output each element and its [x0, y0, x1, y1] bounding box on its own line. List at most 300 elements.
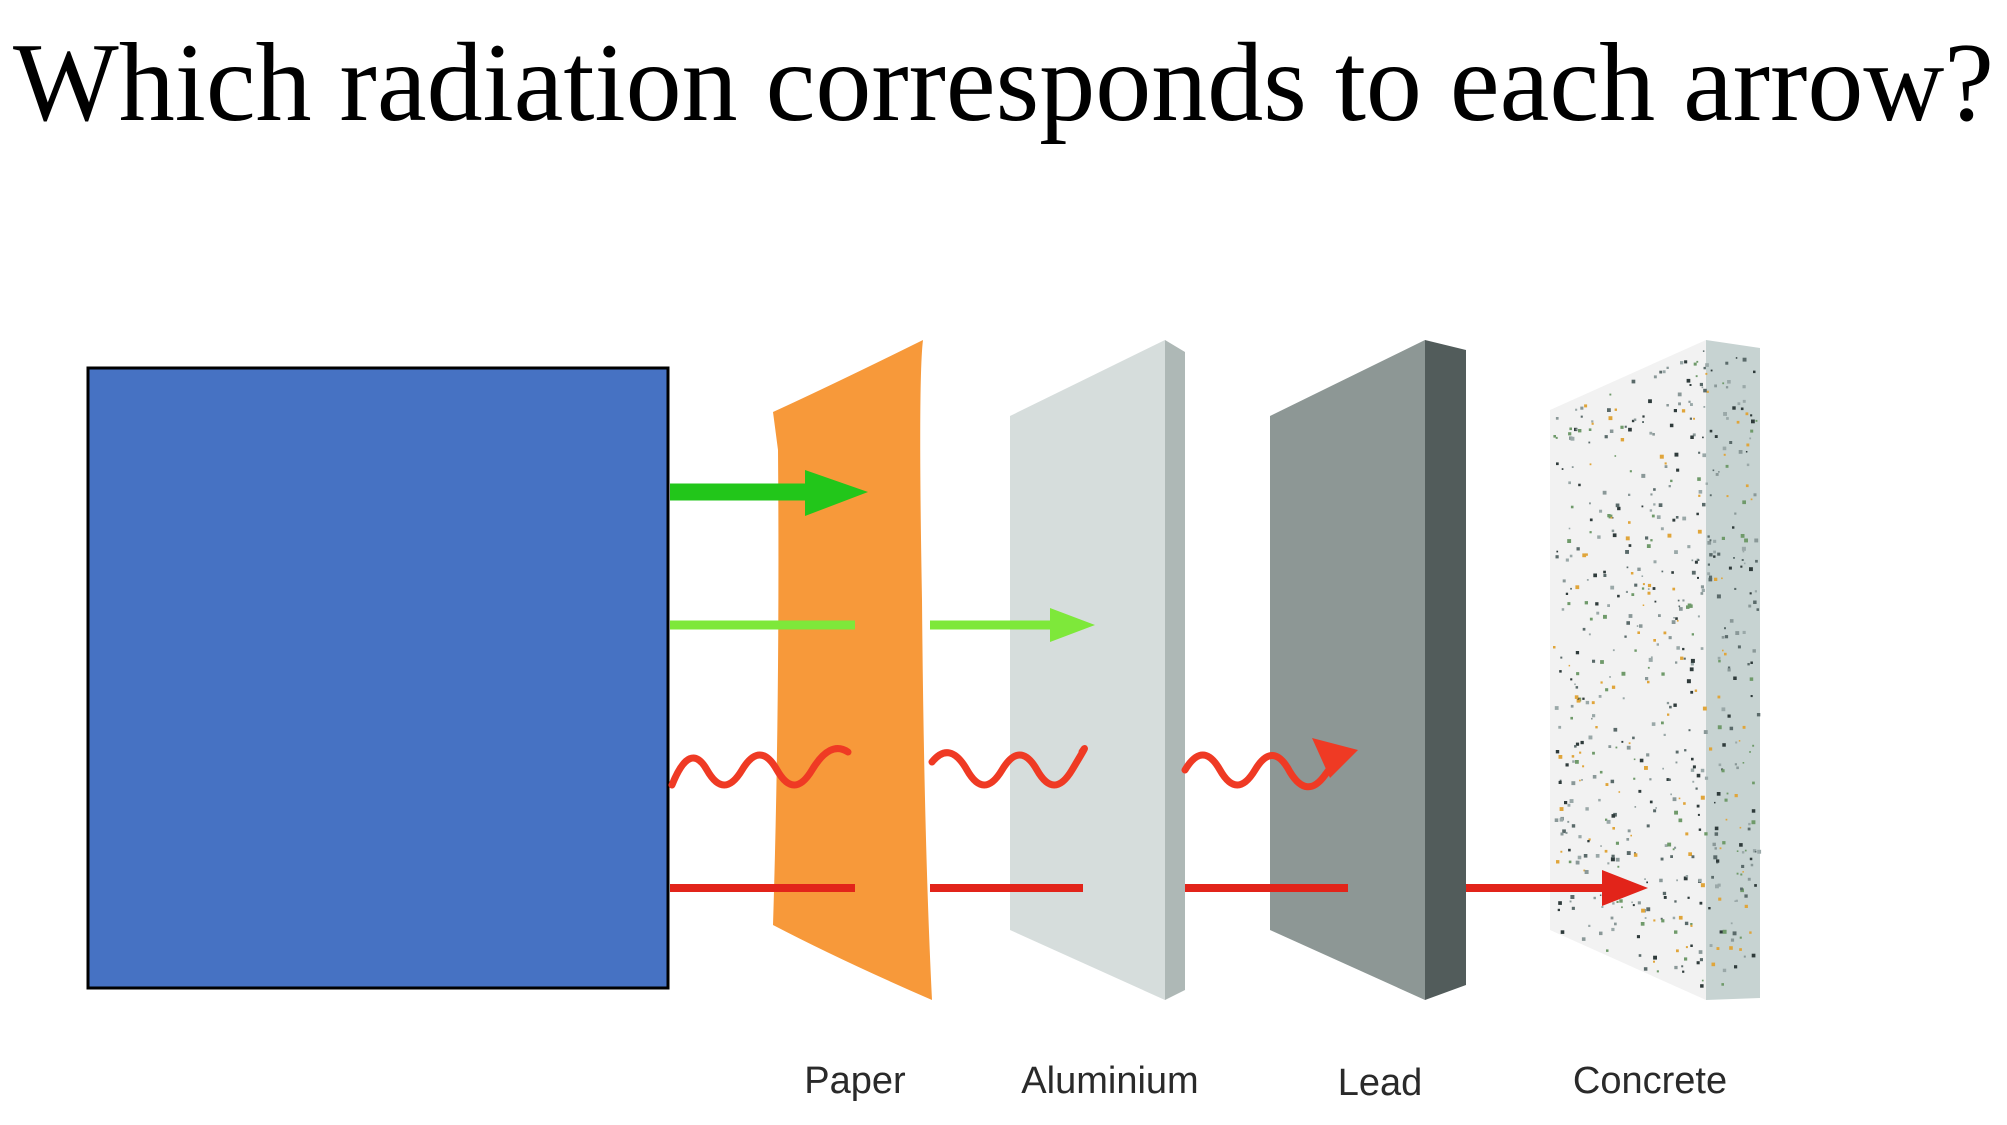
concrete-speckle: [1633, 904, 1635, 906]
concrete-speckle: [1605, 688, 1608, 691]
concrete-speckle: [1721, 983, 1724, 986]
concrete-speckle: [1731, 939, 1734, 942]
concrete-speckle: [1555, 706, 1559, 710]
concrete-speckle: [1612, 827, 1615, 830]
concrete-speckle: [1729, 441, 1732, 444]
concrete-speckle: [1735, 631, 1739, 635]
concrete-speckle: [1752, 954, 1756, 958]
concrete-speckle: [1699, 950, 1703, 954]
concrete-speckle: [1700, 383, 1703, 386]
concrete-speckle: [1749, 438, 1751, 440]
concrete-speckle: [1751, 695, 1753, 697]
concrete-speckle: [1562, 608, 1565, 611]
concrete-speckle: [1584, 404, 1587, 407]
concrete-speckle: [1724, 627, 1726, 629]
concrete-speckle: [1607, 408, 1611, 412]
concrete-speckle: [1650, 493, 1652, 495]
concrete-speckle: [1579, 752, 1581, 754]
concrete-speckle: [1570, 895, 1574, 899]
concrete-speckle: [1592, 701, 1595, 704]
concrete-speckle: [1673, 617, 1675, 619]
concrete-speckle: [1668, 534, 1672, 538]
concrete-speckle: [1683, 802, 1686, 805]
label-concrete: Concrete: [1572, 1060, 1728, 1102]
concrete-speckle: [1699, 490, 1703, 494]
concrete-speckle: [1757, 850, 1761, 854]
concrete-speckle: [1744, 539, 1748, 543]
concrete-speckle: [1747, 464, 1750, 467]
concrete-speckle: [1570, 799, 1574, 803]
concrete-speckle: [1582, 765, 1584, 767]
concrete-speckle: [1741, 408, 1744, 411]
concrete-speckle: [1628, 829, 1631, 832]
concrete-speckle: [1697, 577, 1699, 579]
concrete-speckle: [1751, 420, 1755, 424]
concrete-speckle: [1687, 545, 1690, 548]
concrete-speckle: [1567, 539, 1571, 543]
concrete-speckle: [1624, 636, 1626, 638]
concrete-speckle: [1650, 539, 1652, 541]
concrete-speckle: [1723, 969, 1726, 972]
concrete-speckle: [1623, 697, 1625, 699]
concrete-speckle: [1579, 780, 1581, 782]
concrete-speckle: [1756, 420, 1758, 422]
concrete-speckle: [1690, 418, 1692, 420]
concrete-speckle: [1628, 428, 1632, 432]
concrete-speckle: [1698, 615, 1700, 617]
concrete-speckle: [1685, 922, 1688, 925]
concrete-speckle: [1655, 807, 1657, 809]
concrete-speckle: [1592, 660, 1595, 663]
concrete-speckle: [1659, 879, 1663, 883]
concrete-speckle: [1556, 462, 1559, 465]
concrete-speckle: [1742, 871, 1744, 873]
concrete-speckle: [1743, 631, 1746, 634]
concrete-speckle: [1717, 792, 1721, 796]
concrete-speckle: [1688, 897, 1690, 899]
concrete-speckle: [1753, 649, 1756, 652]
concrete-speckle: [1571, 437, 1575, 441]
concrete-speckle: [1664, 896, 1667, 899]
concrete-speckle: [1659, 503, 1663, 507]
concrete-block: [1550, 340, 1761, 1000]
concrete-speckle: [1615, 455, 1617, 457]
concrete-speckle: [1691, 659, 1695, 663]
concrete-speckle: [1658, 614, 1661, 617]
concrete-speckle: [1700, 958, 1703, 961]
concrete-speckle: [1611, 917, 1614, 920]
concrete-speckle: [1589, 633, 1591, 635]
concrete-speckle: [1601, 681, 1603, 683]
concrete-speckle: [1743, 551, 1745, 553]
concrete-speckle: [1713, 540, 1716, 543]
concrete-speckle: [1676, 469, 1679, 472]
concrete-speckle: [1628, 521, 1631, 524]
concrete-speckle: [1674, 966, 1677, 969]
concrete-speckle: [1672, 620, 1676, 624]
concrete-speckle: [1567, 821, 1569, 823]
concrete-speckle: [1674, 930, 1677, 933]
concrete-speckle: [1657, 515, 1661, 519]
concrete-speckle: [1676, 646, 1680, 650]
concrete-speckle: [1578, 484, 1581, 487]
concrete-speckle: [1626, 591, 1628, 593]
concrete-speckle: [1720, 847, 1722, 849]
concrete-speckle: [1743, 762, 1745, 764]
concrete-speckle: [1629, 742, 1631, 744]
concrete-speckle: [1740, 827, 1742, 829]
concrete-speckle: [1714, 385, 1717, 388]
concrete-speckle: [1569, 861, 1572, 864]
concrete-speckle: [1745, 850, 1747, 852]
concrete-speckle: [1572, 755, 1575, 758]
concrete-speckle: [1713, 843, 1716, 846]
concrete-speckle: [1741, 534, 1745, 538]
concrete-speckle: [1676, 949, 1679, 952]
concrete-speckle: [1718, 696, 1721, 699]
label-aluminium: Aluminium: [1021, 1060, 1199, 1102]
concrete-speckle: [1568, 432, 1571, 435]
concrete-speckle: [1728, 668, 1731, 671]
concrete-speckle: [1556, 555, 1559, 558]
concrete-speckle: [1709, 578, 1713, 582]
concrete-speckle: [1612, 902, 1614, 904]
concrete-speckle: [1593, 775, 1597, 779]
concrete-speckle: [1674, 900, 1676, 902]
concrete-speckle: [1569, 528, 1571, 530]
concrete-speckle: [1635, 806, 1637, 808]
concrete-speckle: [1736, 900, 1738, 902]
concrete-speckle: [1728, 715, 1731, 718]
concrete-speckle: [1627, 567, 1629, 569]
concrete-speckle: [1587, 579, 1589, 581]
concrete-speckle: [1560, 657, 1562, 659]
concrete-speckle: [1582, 698, 1584, 700]
concrete-speckle: [1670, 480, 1672, 482]
concrete-speckle: [1753, 371, 1756, 374]
concrete-speckle: [1642, 506, 1644, 508]
concrete-speckle: [1688, 401, 1690, 403]
concrete-speckle: [1686, 946, 1688, 948]
concrete-speckle: [1556, 750, 1559, 753]
concrete-speckle: [1726, 465, 1729, 468]
radiation-source-box: [88, 368, 668, 988]
concrete-speckle: [1693, 765, 1696, 768]
concrete-speckle: [1610, 430, 1614, 434]
concrete-speckle: [1648, 588, 1650, 590]
concrete-speckle: [1679, 819, 1683, 823]
concrete-speckle: [1637, 625, 1639, 627]
concrete-speckle: [1674, 409, 1677, 412]
concrete-speckle: [1750, 662, 1753, 665]
concrete-speckle: [1740, 888, 1743, 891]
concrete-speckle: [1652, 433, 1655, 436]
concrete-speckle: [1600, 660, 1604, 664]
concrete-speckle: [1669, 706, 1672, 709]
concrete-speckle: [1667, 714, 1669, 716]
concrete-speckle: [1687, 379, 1691, 383]
concrete-speckle: [1702, 387, 1704, 389]
concrete-speckle: [1710, 494, 1712, 496]
concrete-speckle: [1730, 727, 1734, 731]
concrete-speckle: [1607, 604, 1610, 607]
concrete-speckle: [1631, 902, 1633, 904]
concrete-speckle: [1582, 553, 1586, 557]
concrete-speckle: [1751, 864, 1754, 867]
concrete-speckle: [1679, 916, 1683, 920]
concrete-speckle: [1682, 409, 1685, 412]
concrete-speckle: [1724, 653, 1727, 656]
concrete-speckle: [1556, 417, 1559, 420]
concrete-speckle: [1632, 380, 1636, 384]
concrete-speckle: [1679, 798, 1681, 800]
concrete-speckle: [1741, 865, 1744, 868]
concrete-speckle: [1722, 382, 1724, 384]
concrete-speckle: [1701, 592, 1704, 595]
concrete-speckle: [1590, 519, 1593, 522]
concrete-speckle: [1611, 780, 1615, 784]
concrete-speckle: [1696, 788, 1698, 790]
concrete-speckle: [1701, 769, 1705, 773]
concrete-speckle: [1716, 859, 1719, 862]
concrete-speckle: [1715, 827, 1719, 831]
concrete-speckle: [1561, 930, 1565, 934]
concrete-speckle: [1571, 781, 1575, 785]
concrete-speckle: [1701, 647, 1704, 650]
concrete-speckle: [1599, 510, 1602, 513]
concrete-speckle: [1704, 730, 1708, 734]
concrete-speckle: [1740, 874, 1742, 876]
concrete-speckle: [1722, 769, 1725, 772]
concrete-speckle: [1743, 358, 1747, 362]
concrete-speckle: [1661, 722, 1664, 725]
concrete-speckle: [1737, 873, 1739, 875]
concrete-speckle: [1568, 481, 1571, 484]
concrete-speckle: [1564, 801, 1567, 804]
label-lead: Lead: [1337, 1062, 1423, 1104]
concrete-speckle: [1634, 649, 1636, 651]
concrete-speckle: [1638, 790, 1641, 793]
concrete-speckle: [1570, 901, 1572, 903]
concrete-speckle: [1612, 530, 1615, 533]
concrete-speckle: [1630, 835, 1632, 837]
concrete-speckle: [1663, 370, 1666, 373]
concrete-speckle: [1643, 605, 1645, 607]
concrete-speckle: [1653, 503, 1655, 505]
concrete-speckle: [1743, 400, 1746, 403]
concrete-speckle: [1699, 829, 1701, 831]
concrete-speckle: [1599, 932, 1603, 936]
concrete-speckle: [1641, 474, 1645, 478]
concrete-speckle: [1576, 686, 1579, 689]
concrete-speckle: [1726, 417, 1729, 420]
concrete-speckle: [1697, 774, 1701, 778]
concrete-speckle: [1715, 884, 1719, 888]
concrete-speckle: [1735, 742, 1737, 744]
concrete-speckle: [1692, 571, 1696, 575]
concrete-speckle: [1678, 393, 1682, 397]
concrete-speckle: [1739, 740, 1741, 742]
concrete-speckle: [1732, 406, 1735, 409]
concrete-speckle: [1690, 667, 1694, 671]
concrete-speckle: [1757, 608, 1760, 611]
concrete-speckle: [1752, 782, 1755, 785]
concrete-speckle: [1610, 586, 1614, 590]
concrete-speckle: [1703, 389, 1707, 393]
concrete-speckle: [1653, 961, 1655, 963]
concrete-speckle: [1698, 452, 1700, 454]
lead-sheet: [1270, 340, 1466, 1000]
concrete-speckle: [1660, 455, 1664, 459]
concrete-speckle: [1691, 769, 1694, 772]
concrete-speckle: [1680, 361, 1683, 364]
concrete-speckle: [1609, 416, 1613, 420]
concrete-speckle: [1720, 930, 1723, 933]
concrete-speckle: [1603, 571, 1606, 574]
concrete-speckle: [1589, 502, 1591, 504]
concrete-speckle: [1576, 672, 1579, 675]
concrete-speckle: [1600, 771, 1603, 774]
concrete-speckle: [1701, 883, 1705, 887]
concrete-speckle: [1603, 574, 1606, 577]
concrete-speckle: [1692, 855, 1695, 858]
concrete-speckle: [1707, 541, 1711, 545]
concrete-speckle: [1752, 820, 1756, 824]
concrete-speckle: [1616, 504, 1620, 508]
concrete-speckle: [1560, 807, 1564, 811]
concrete-speckle: [1654, 560, 1657, 563]
concrete-speckle: [1657, 643, 1659, 645]
concrete-speckle: [1627, 851, 1631, 855]
concrete-speckle: [1639, 624, 1643, 628]
concrete-speckle: [1605, 850, 1608, 853]
concrete-speckle: [1704, 367, 1706, 369]
concrete-speckle: [1563, 579, 1566, 582]
concrete-speckle: [1694, 363, 1697, 366]
concrete-speckle: [1735, 763, 1737, 765]
arrow-3: [672, 749, 1335, 787]
concrete-speckle: [1665, 462, 1667, 464]
concrete-speckle: [1654, 375, 1657, 378]
concrete-speckle: [1638, 901, 1641, 904]
concrete-speckle: [1590, 463, 1592, 465]
concrete-speckle: [1690, 403, 1693, 406]
concrete-speckle: [1676, 762, 1678, 764]
concrete-speckle: [1593, 574, 1597, 578]
concrete-speckle: [1648, 399, 1652, 403]
concrete-speckle: [1697, 805, 1700, 808]
concrete-speckle: [1696, 513, 1699, 516]
concrete-speckle: [1731, 922, 1733, 924]
concrete-speckle: [1718, 657, 1721, 660]
concrete-speckle: [1609, 394, 1611, 396]
label-paper: Paper: [804, 1060, 906, 1102]
concrete-speckle: [1729, 946, 1733, 950]
concrete-speckle: [1612, 814, 1616, 818]
concrete-speckle: [1700, 902, 1703, 905]
concrete-speckle: [1717, 947, 1720, 950]
concrete-speckle: [1738, 645, 1741, 648]
concrete-speckle: [1592, 714, 1595, 717]
concrete-speckle: [1575, 585, 1579, 589]
concrete-speckle: [1748, 878, 1751, 881]
concrete-speckle: [1575, 760, 1579, 764]
concrete-speckle: [1663, 892, 1666, 895]
concrete-speckle: [1703, 707, 1707, 711]
concrete-speckle: [1721, 578, 1723, 580]
concrete-speckle: [1615, 409, 1617, 411]
concrete-speckle: [1727, 793, 1729, 795]
concrete-speckle: [1606, 783, 1609, 786]
concrete-speckle: [1750, 430, 1753, 433]
concrete-speckle: [1698, 559, 1700, 561]
concrete-speckle: [1676, 751, 1679, 754]
concrete-speckle: [1690, 384, 1692, 386]
concrete-speckle: [1559, 670, 1562, 673]
concrete-speckle: [1701, 796, 1705, 800]
concrete-speckle: [1713, 555, 1715, 557]
concrete-speckle: [1702, 589, 1705, 592]
concrete-speckle: [1672, 519, 1675, 522]
concrete-speckle: [1676, 879, 1678, 881]
concrete-speckle: [1653, 919, 1655, 921]
concrete-speckle: [1628, 494, 1630, 496]
concrete-speckle: [1580, 407, 1583, 410]
concrete-speckle: [1750, 592, 1752, 594]
concrete-speckle: [1753, 601, 1757, 605]
concrete-speckle: [1698, 495, 1700, 497]
concrete-speckle: [1736, 357, 1738, 359]
concrete-speckle: [1727, 380, 1731, 384]
concrete-speckle: [1675, 617, 1678, 620]
concrete-speckle: [1734, 513, 1736, 515]
concrete-speckle: [1572, 466, 1574, 468]
concrete-speckle: [1553, 646, 1556, 649]
concrete-speckle: [1581, 741, 1584, 744]
concrete-speckle: [1570, 717, 1573, 720]
concrete-speckle: [1589, 736, 1593, 740]
concrete-speckle: [1687, 679, 1691, 683]
concrete-speckle: [1710, 539, 1712, 541]
concrete-speckle: [1585, 807, 1588, 810]
concrete-speckle: [1674, 811, 1678, 815]
concrete-speckle: [1686, 875, 1688, 877]
concrete-speckle: [1726, 819, 1728, 821]
concrete-speckle: [1682, 971, 1684, 973]
concrete-speckle: [1644, 878, 1646, 880]
concrete-speckle: [1725, 362, 1728, 365]
concrete-speckle: [1644, 766, 1648, 770]
concrete-speckle: [1596, 854, 1600, 858]
concrete-speckle: [1603, 615, 1607, 619]
concrete-speckle: [1706, 483, 1708, 485]
concrete-speckle: [1679, 606, 1681, 608]
concrete-speckle: [1652, 515, 1655, 518]
concrete-speckle: [1632, 737, 1635, 740]
concrete-speckle: [1705, 777, 1708, 780]
concrete-speckle: [1646, 907, 1650, 911]
concrete-speckle: [1743, 726, 1746, 729]
concrete-speckle: [1584, 854, 1588, 858]
concrete-speckle: [1682, 599, 1684, 601]
concrete-speckle: [1722, 537, 1725, 540]
concrete-speckle: [1750, 414, 1752, 416]
concrete-speckle: [1653, 639, 1656, 642]
concrete-speckle: [1553, 435, 1556, 438]
concrete-speckle: [1730, 619, 1734, 623]
concrete-speckle: [1723, 412, 1727, 416]
concrete-speckle: [1733, 677, 1737, 681]
